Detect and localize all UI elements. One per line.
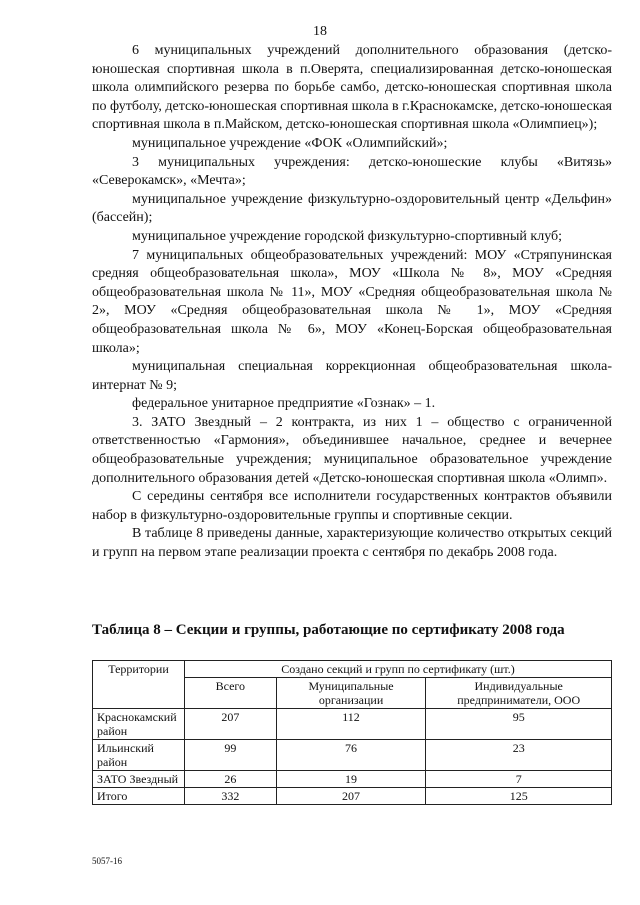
table-row (93, 709, 612, 740)
header-municipal: Муниципальные организации (276, 678, 426, 709)
header-created-sections: Создано секций и групп по сертификату (шт.) (184, 661, 611, 678)
paragraph-zato: 3. ЗАТО Звездный – 2 контракта, из них 1 – общество с ограниченной ответственностью «Гармония», объединившее начальное, среднее и вечернее общеобразовательные учреждения; муниципальное образовательное учреждение дополнительного образования детей «Детско-юношеская спортивная школа «Олимп». (92, 414, 612, 486)
cell-territory: Краснокамский район (93, 709, 185, 740)
paragraph-youth-clubs: 3 муниципальных учреждения: детско-юношеские клубы «Витязь» «Северокамск», «Мечта»; (92, 154, 612, 189)
cell-total: 332 (184, 788, 276, 805)
paragraph-boarding-school: муниципальная специальная коррекционная общеобразовательная школа-интернат № 9; (92, 359, 612, 393)
cell-municipal: 19 (276, 771, 426, 788)
table-row (93, 740, 612, 771)
paragraph-table-intro: В таблице 8 приведены данные, характеризующие количество открытых секций и групп на первом этапе реализации проекта с сентября по декабрь 2008 года. (92, 526, 612, 561)
cell-individual: 95 (426, 709, 612, 740)
table-row-total (93, 788, 612, 805)
table-header-row (93, 661, 612, 678)
sections-table (92, 660, 612, 805)
header-total: Всего (184, 678, 276, 709)
paragraph-schools: 7 муниципальных общеобразовательных учреждений: МОУ «Стряпунинская средняя общеобразовательная школа», МОУ «Школа № 8», МОУ «Средняя общеобразовательная школа № 11», МОУ «Средняя общеобразовательная школа № 2», МОУ «Средняя общеобразовательная школа № 1», МОУ «Средняя общеобразовательная школа № 6», МОУ «Конец-Борская общеобразовательная школа»; (92, 247, 612, 356)
paragraph-delfin: муниципальное учреждение физкультурно-оздоровительный центр «Дельфин» (бассейн); (92, 191, 612, 226)
header-individual: Индивидуальные предприниматели, ООО (426, 678, 612, 709)
paragraph-goznak: федеральное унитарное предприятие «Гознак» – 1. (132, 396, 436, 412)
footer-code: 5057-16 (92, 856, 122, 866)
paragraph-fok: муниципальное учреждение «ФОК «Олимпийский»; (132, 135, 448, 151)
paragraph-sports-schools: 6 муниципальных учреждений дополнительного образования (детско-юношеская спортивная школа в п.Оверята, специализированная детско-юношеская школа олимпийского резерва по борьбе самбо, детско-юношеская спортивная школа по футболу, детско-юношеская спортивная школа в г.Краснокамске, детско-юношеская спортивная школа в п.Майском, детско-юношеская спортивная школа «Олимпиец»); (92, 43, 612, 133)
cell-municipal: 207 (276, 788, 426, 805)
cell-total: 99 (184, 740, 276, 771)
cell-territory: ЗАТО Звездный (93, 771, 185, 788)
cell-territory: Ильинский район (93, 740, 185, 771)
cell-individual: 125 (426, 788, 612, 805)
cell-individual: 7 (426, 771, 612, 788)
cell-total: 207 (184, 709, 276, 740)
table-title: Таблица 8 – Секции и группы, работающие по сертификату 2008 года (92, 622, 565, 638)
paragraph-city-club: муниципальное учреждение городской физкультурно-спортивный клуб; (132, 228, 563, 244)
paragraph-recruitment: С середины сентября все исполнители государственных контрактов объявили набор в физкультурно-оздоровительные группы и спортивные секции. (92, 489, 612, 523)
cell-individual: 23 (426, 740, 612, 771)
cell-municipal: 112 (276, 709, 426, 740)
cell-municipal: 76 (276, 740, 426, 771)
body-text (92, 42, 612, 563)
cell-total: 26 (184, 771, 276, 788)
page-number: 18 (313, 24, 327, 39)
header-territory: Территории (93, 661, 185, 709)
table-row (93, 771, 612, 788)
cell-territory: Итого (93, 788, 185, 805)
